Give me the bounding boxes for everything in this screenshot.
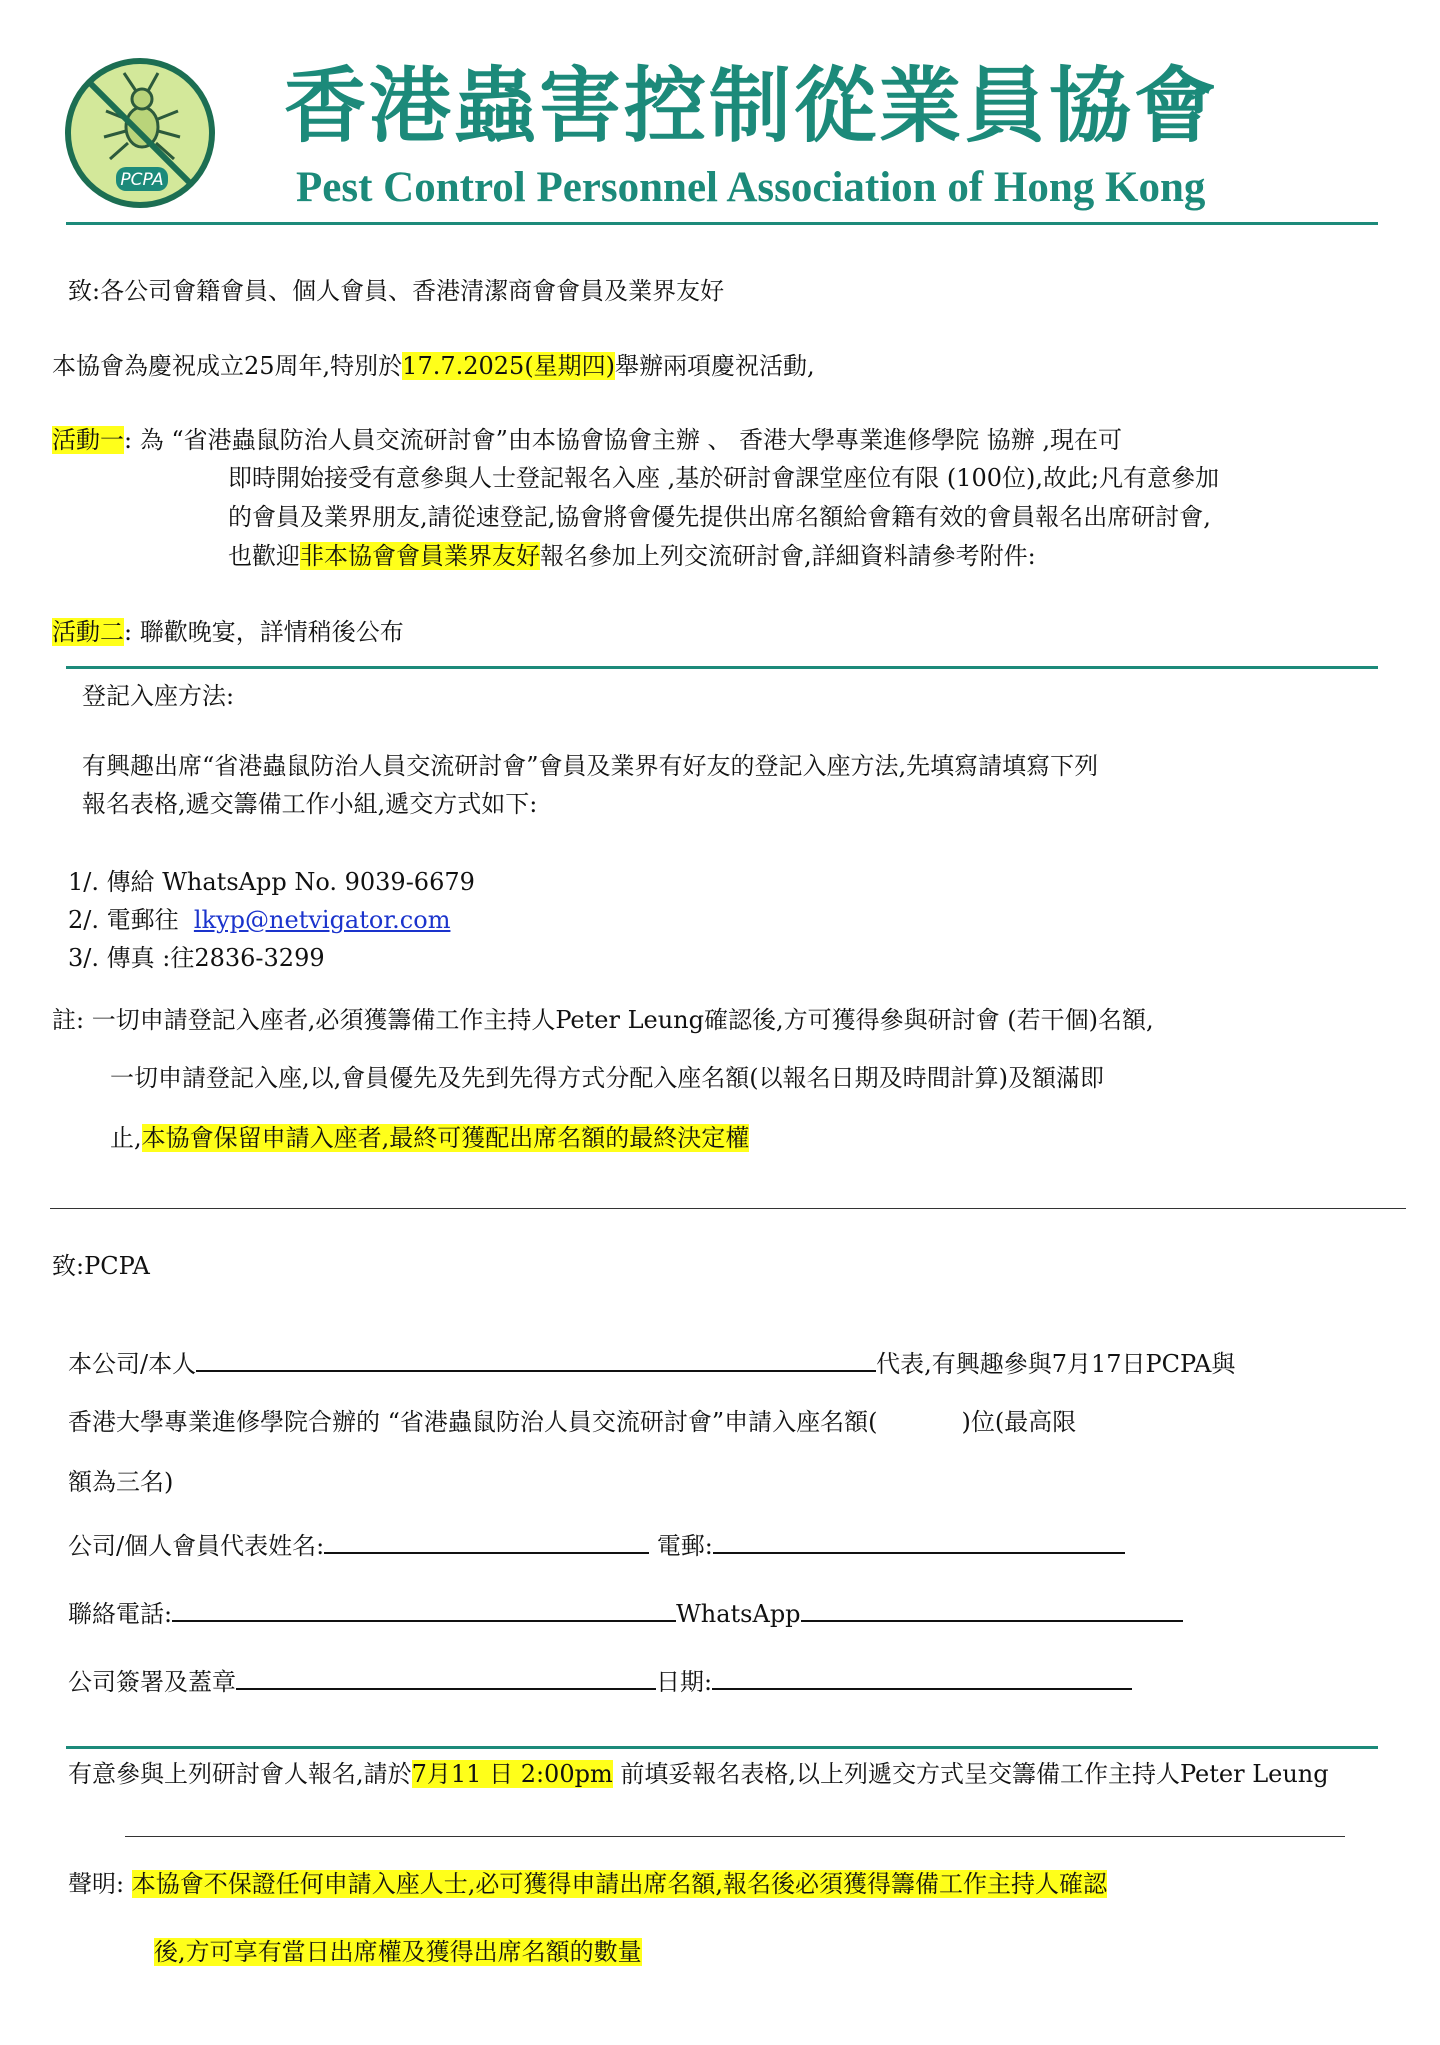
email-field[interactable]	[713, 1528, 1125, 1554]
announcement	[52, 350, 815, 382]
activity-one-line-4-suffix: 報名參加上列交流研討會,詳細資料請參考附件:	[540, 542, 1036, 570]
header-divider	[66, 222, 1378, 225]
activity-one-line-2: 即時開始接受有意參與人士登記報名入座 ,基於研討會課堂座位有限 (100位),故此;凡有意參加	[228, 464, 1220, 492]
note-line-3-prefix: 止,	[110, 1124, 142, 1152]
deadline-date: 7月11 日 2:00pm	[411, 1760, 613, 1788]
registration-para-2: 報名表格,遞交籌備工作小組,遞交方式如下:	[82, 790, 538, 818]
form-line-2-text: 香港大學專業進修學院合辦的 “省港蟲鼠防治人員交流研討會”申請入座名額(	[68, 1408, 878, 1436]
form-line-2-suffix: )位(最高限	[961, 1408, 1077, 1436]
disclaimer-text-1: 本協會不保證任何申請入座人士,必可獲得申請出席名額,報名後必須獲得籌備工作主持人確認	[131, 1870, 1107, 1898]
representative-name-label: 公司/個人會員代表姓名:	[68, 1532, 325, 1560]
disclaimer-text-2: 後,方可享有當日出席權及獲得出席名額的數量	[154, 1938, 642, 1966]
deadline-divider	[125, 1836, 1345, 1837]
cut-line	[50, 1208, 1406, 1209]
email-label: 電郵:	[656, 1532, 713, 1560]
signature-field[interactable]	[236, 1664, 656, 1690]
activity-two-text: : 聯歡晚宴，詳情稍後公布	[124, 618, 404, 646]
registration-heading: 登記入座方法:	[82, 682, 235, 710]
phone-label: 聯絡電話:	[68, 1600, 173, 1628]
form-line-1	[68, 1346, 1235, 1380]
method-number: 2/.	[68, 906, 99, 934]
activity-one-line-3: 的會員及業界朋友,請從速登記,協會將會優先提供出席名額給會籍有效的會員報名出席研討會,	[228, 503, 1211, 531]
disclaimer-label: 聲明:	[68, 1870, 132, 1898]
logo-text: PCPA	[120, 170, 164, 190]
method-whatsapp	[68, 866, 475, 898]
activity-two-label: 活動二	[52, 618, 124, 646]
event-date: 17.7.2025(星期四)	[402, 352, 616, 380]
phone-field[interactable]	[172, 1596, 676, 1622]
phone-whatsapp-row	[68, 1596, 1183, 1630]
activity-one-line-4-prefix: 也歡迎	[228, 542, 300, 570]
method-number: 1/.	[68, 868, 99, 896]
form-line-1-suffix: 代表,有興趣參與7月17日PCPA與	[876, 1350, 1236, 1378]
method-text: 傳真 :往2836-3299	[106, 944, 325, 972]
activity-one-label: 活動一	[52, 426, 124, 454]
association-title-english: Pest Control Personnel Association of Hong Kong	[296, 164, 1206, 211]
method-email	[68, 904, 450, 936]
association-title-chinese: 香港蟲害控制從業員協會	[284, 58, 1220, 154]
activity-two-line	[52, 616, 404, 648]
form-line-1-prefix: 本公司/本人	[68, 1350, 197, 1378]
method-number: 3/.	[68, 944, 99, 972]
date-label: 日期:	[656, 1668, 713, 1696]
form-line-2	[68, 1406, 1076, 1438]
whatsapp-label: WhatsApp	[676, 1600, 801, 1628]
method-text: 傳給 WhatsApp No. 9039-6679	[106, 868, 475, 896]
whatsapp-field[interactable]	[801, 1596, 1183, 1622]
pcpa-logo	[62, 55, 218, 211]
activity-one-text: : 為 “省港蟲鼠防治人員交流研討會”由本協會協會主辦 、 香港大學專業進修學院 協辦 ,現在可	[124, 426, 1123, 454]
non-member-highlight: 非本協會會員業界友好	[300, 542, 540, 570]
section-divider	[66, 666, 1378, 669]
date-field[interactable]	[712, 1664, 1132, 1690]
note-line-3	[110, 1122, 749, 1154]
announcement-prefix: 本協會為慶祝成立25周年,特別於	[52, 352, 403, 380]
signature-label: 公司簽署及蓋章	[68, 1668, 236, 1696]
final-decision-highlight: 本協會保留申請入座者,最終可獲配出席名額的最終決定權	[141, 1124, 750, 1152]
disclaimer-line-1	[68, 1868, 1107, 1900]
deadline-prefix: 有意參與上列研討會人報名,請於	[68, 1760, 412, 1788]
name-email-row	[68, 1528, 1125, 1562]
form-recipient: 致:PCPA	[52, 1252, 150, 1280]
registration-para-1: 有興趣出席“省港蟲鼠防治人員交流研討會”會員及業界有好友的登記入座方法,先填寫請填寫下列	[82, 752, 1099, 780]
representative-name-field[interactable]	[324, 1528, 649, 1554]
company-name-field[interactable]	[196, 1346, 876, 1372]
note-line-1: 註: 一切申請登記入座者,必須獲籌備工作主持人Peter Leung確認後,方可獲得參與研討會 (若干個)名額,	[52, 1006, 1154, 1034]
disclaimer-line-2	[154, 1936, 642, 1968]
activity-one-line-4	[228, 540, 1036, 572]
deadline-suffix: 前填妥報名表格,以上列遞交方式呈交籌備工作主持人Peter Leung	[612, 1760, 1329, 1788]
activity-one-line	[52, 424, 1122, 456]
email-link[interactable]: lkyp@netvigator.com	[193, 906, 451, 934]
method-text: 電郵往	[106, 906, 179, 934]
form-divider	[66, 1746, 1378, 1749]
note-line-2: 一切申請登記入座,以,會員優先及先到先得方式分配入座名額(以報名日期及時間計算)及額滿即	[110, 1064, 1104, 1092]
recipient-line: 致:各公司會籍會員、個人會員、香港清潔商會會員及業界友好	[68, 277, 725, 305]
signature-date-row	[68, 1664, 1132, 1698]
announcement-suffix: 舉辦兩項慶祝活動,	[615, 352, 815, 380]
method-fax	[68, 942, 325, 974]
deadline-line	[68, 1758, 1329, 1790]
form-line-3: 額為三名)	[68, 1468, 174, 1496]
